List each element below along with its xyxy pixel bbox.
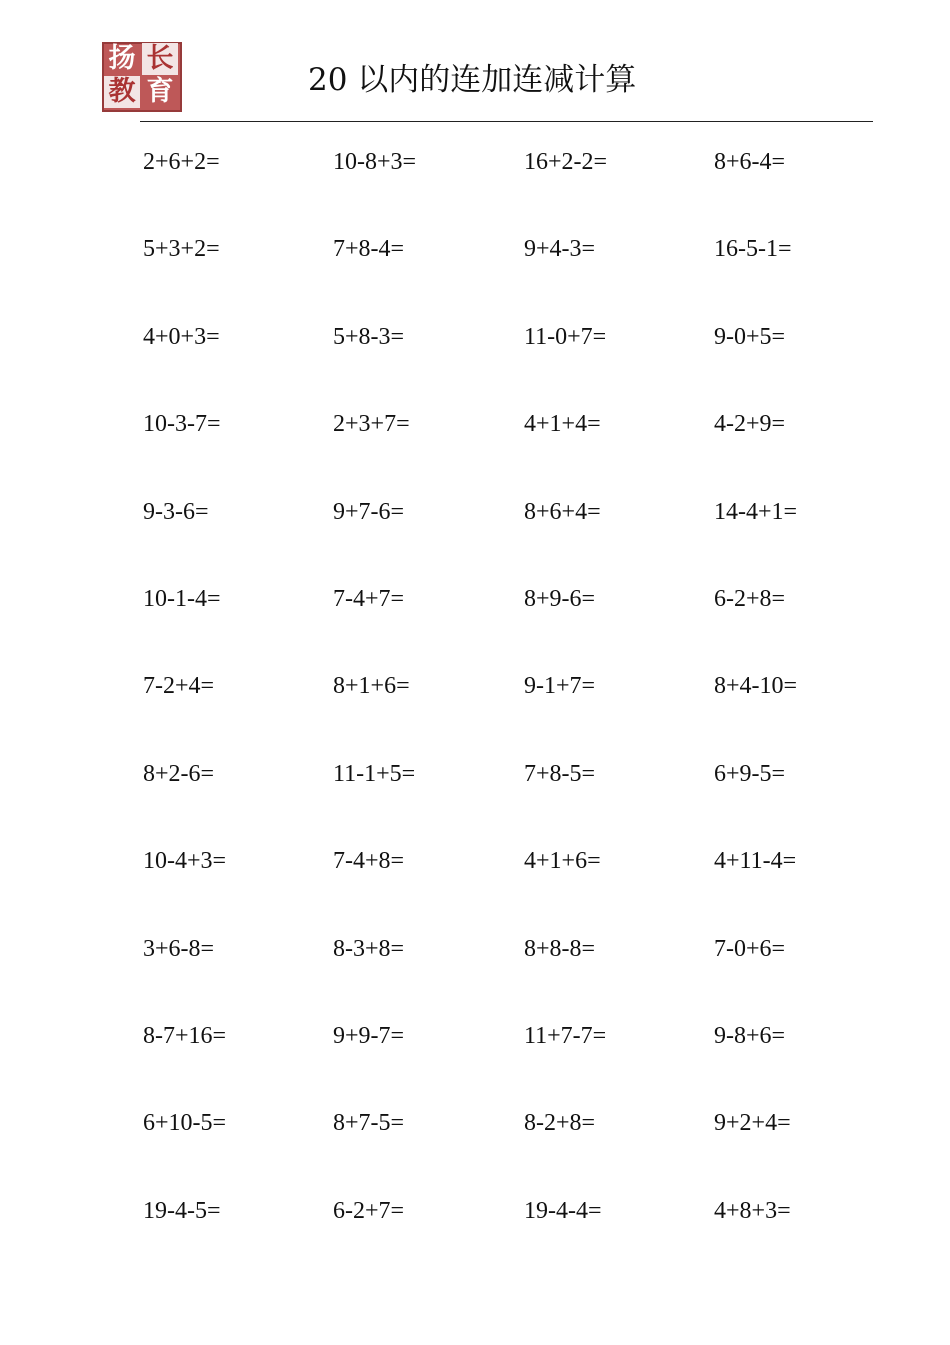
problem-row [143, 1192, 903, 1279]
problem-item: 8-3+8= [333, 935, 405, 962]
problem-item: 4+11-4= [714, 848, 797, 875]
problem-row [143, 842, 903, 929]
problem-item: 9-1+7= [524, 673, 596, 700]
problem-item: 9+4-3= [524, 236, 596, 263]
problem-item: 16-5-1= [714, 236, 792, 263]
problem-grid [143, 143, 903, 1279]
problem-item: 7+8-5= [524, 760, 596, 787]
problem-row [143, 318, 903, 405]
problem-item: 9-0+5= [714, 323, 786, 350]
problem-item: 8+4-10= [714, 673, 798, 700]
problem-row [143, 1017, 903, 1104]
problem-item: 10-4+3= [143, 848, 227, 875]
problem-item: 2+3+7= [333, 411, 410, 438]
logo-char: 育 [146, 76, 174, 107]
problem-item: 7-0+6= [714, 935, 786, 962]
problem-item: 4+1+6= [524, 848, 601, 875]
problem-item: 7+8-4= [333, 236, 405, 263]
problem-item: 8-2+8= [524, 1110, 596, 1137]
problem-row [143, 755, 903, 842]
problem-item: 8+9-6= [524, 585, 596, 612]
problem-row [143, 493, 903, 580]
problem-row [143, 405, 903, 492]
page-header [0, 0, 950, 130]
problem-item: 14-4+1= [714, 498, 798, 525]
problem-item: 9-3-6= [143, 498, 209, 525]
problem-item: 4+8+3= [714, 1197, 791, 1224]
problem-item: 8+8-8= [524, 935, 596, 962]
problem-item: 5+8-3= [333, 323, 405, 350]
problem-row [143, 230, 903, 317]
problem-item: 16+2-2= [524, 149, 608, 175]
problem-item: 6-2+7= [333, 1197, 405, 1224]
problem-row [143, 580, 903, 667]
problem-item: 6+10-5= [143, 1110, 227, 1137]
problem-row [143, 1104, 903, 1191]
problem-item: 4-2+9= [714, 411, 786, 438]
problem-item: 9+2+4= [714, 1110, 791, 1137]
logo-char: 教 [104, 76, 140, 108]
problem-item: 9-8+6= [714, 1022, 786, 1049]
problem-item: 11-0+7= [524, 323, 607, 350]
header-divider [140, 121, 873, 122]
problem-item: 10-1-4= [143, 585, 221, 612]
problem-item: 8+7-5= [333, 1110, 405, 1137]
problem-item: 5+3+2= [143, 236, 220, 263]
page-title: 20 以内的连加连减计算 [308, 62, 637, 98]
problem-row [143, 143, 903, 230]
problem-item: 7-2+4= [143, 673, 215, 700]
problem-row [143, 667, 903, 754]
problem-item: 7-4+8= [333, 848, 405, 875]
problem-item: 11-1+5= [333, 760, 416, 787]
problem-item: 11+7-7= [524, 1022, 607, 1049]
problem-item: 8+1+6= [333, 673, 410, 700]
problem-item: 2+6+2= [143, 149, 220, 175]
problem-item: 4+1+4= [524, 411, 601, 438]
problem-item: 9+7-6= [333, 498, 405, 525]
problem-item: 8+6+4= [524, 498, 601, 525]
problem-item: 6+9-5= [714, 760, 786, 787]
problem-item: 10-3-7= [143, 411, 221, 438]
logo-char: 扬 [108, 43, 136, 74]
problem-item: 8+6-4= [714, 149, 786, 175]
problem-item: 19-4-5= [143, 1197, 221, 1224]
problem-item: 8+2-6= [143, 760, 215, 787]
problem-item: 10-8+3= [333, 149, 417, 175]
problem-item: 19-4-4= [524, 1197, 602, 1224]
logo [96, 36, 188, 120]
problem-item: 7-4+7= [333, 585, 405, 612]
problem-item: 6-2+8= [714, 585, 786, 612]
logo-char: 长 [142, 43, 178, 75]
problem-item: 3+6-8= [143, 935, 215, 962]
problem-item: 8-7+16= [143, 1022, 227, 1049]
problem-item: 4+0+3= [143, 323, 220, 350]
problem-row [143, 930, 903, 1017]
problem-item: 9+9-7= [333, 1022, 405, 1049]
